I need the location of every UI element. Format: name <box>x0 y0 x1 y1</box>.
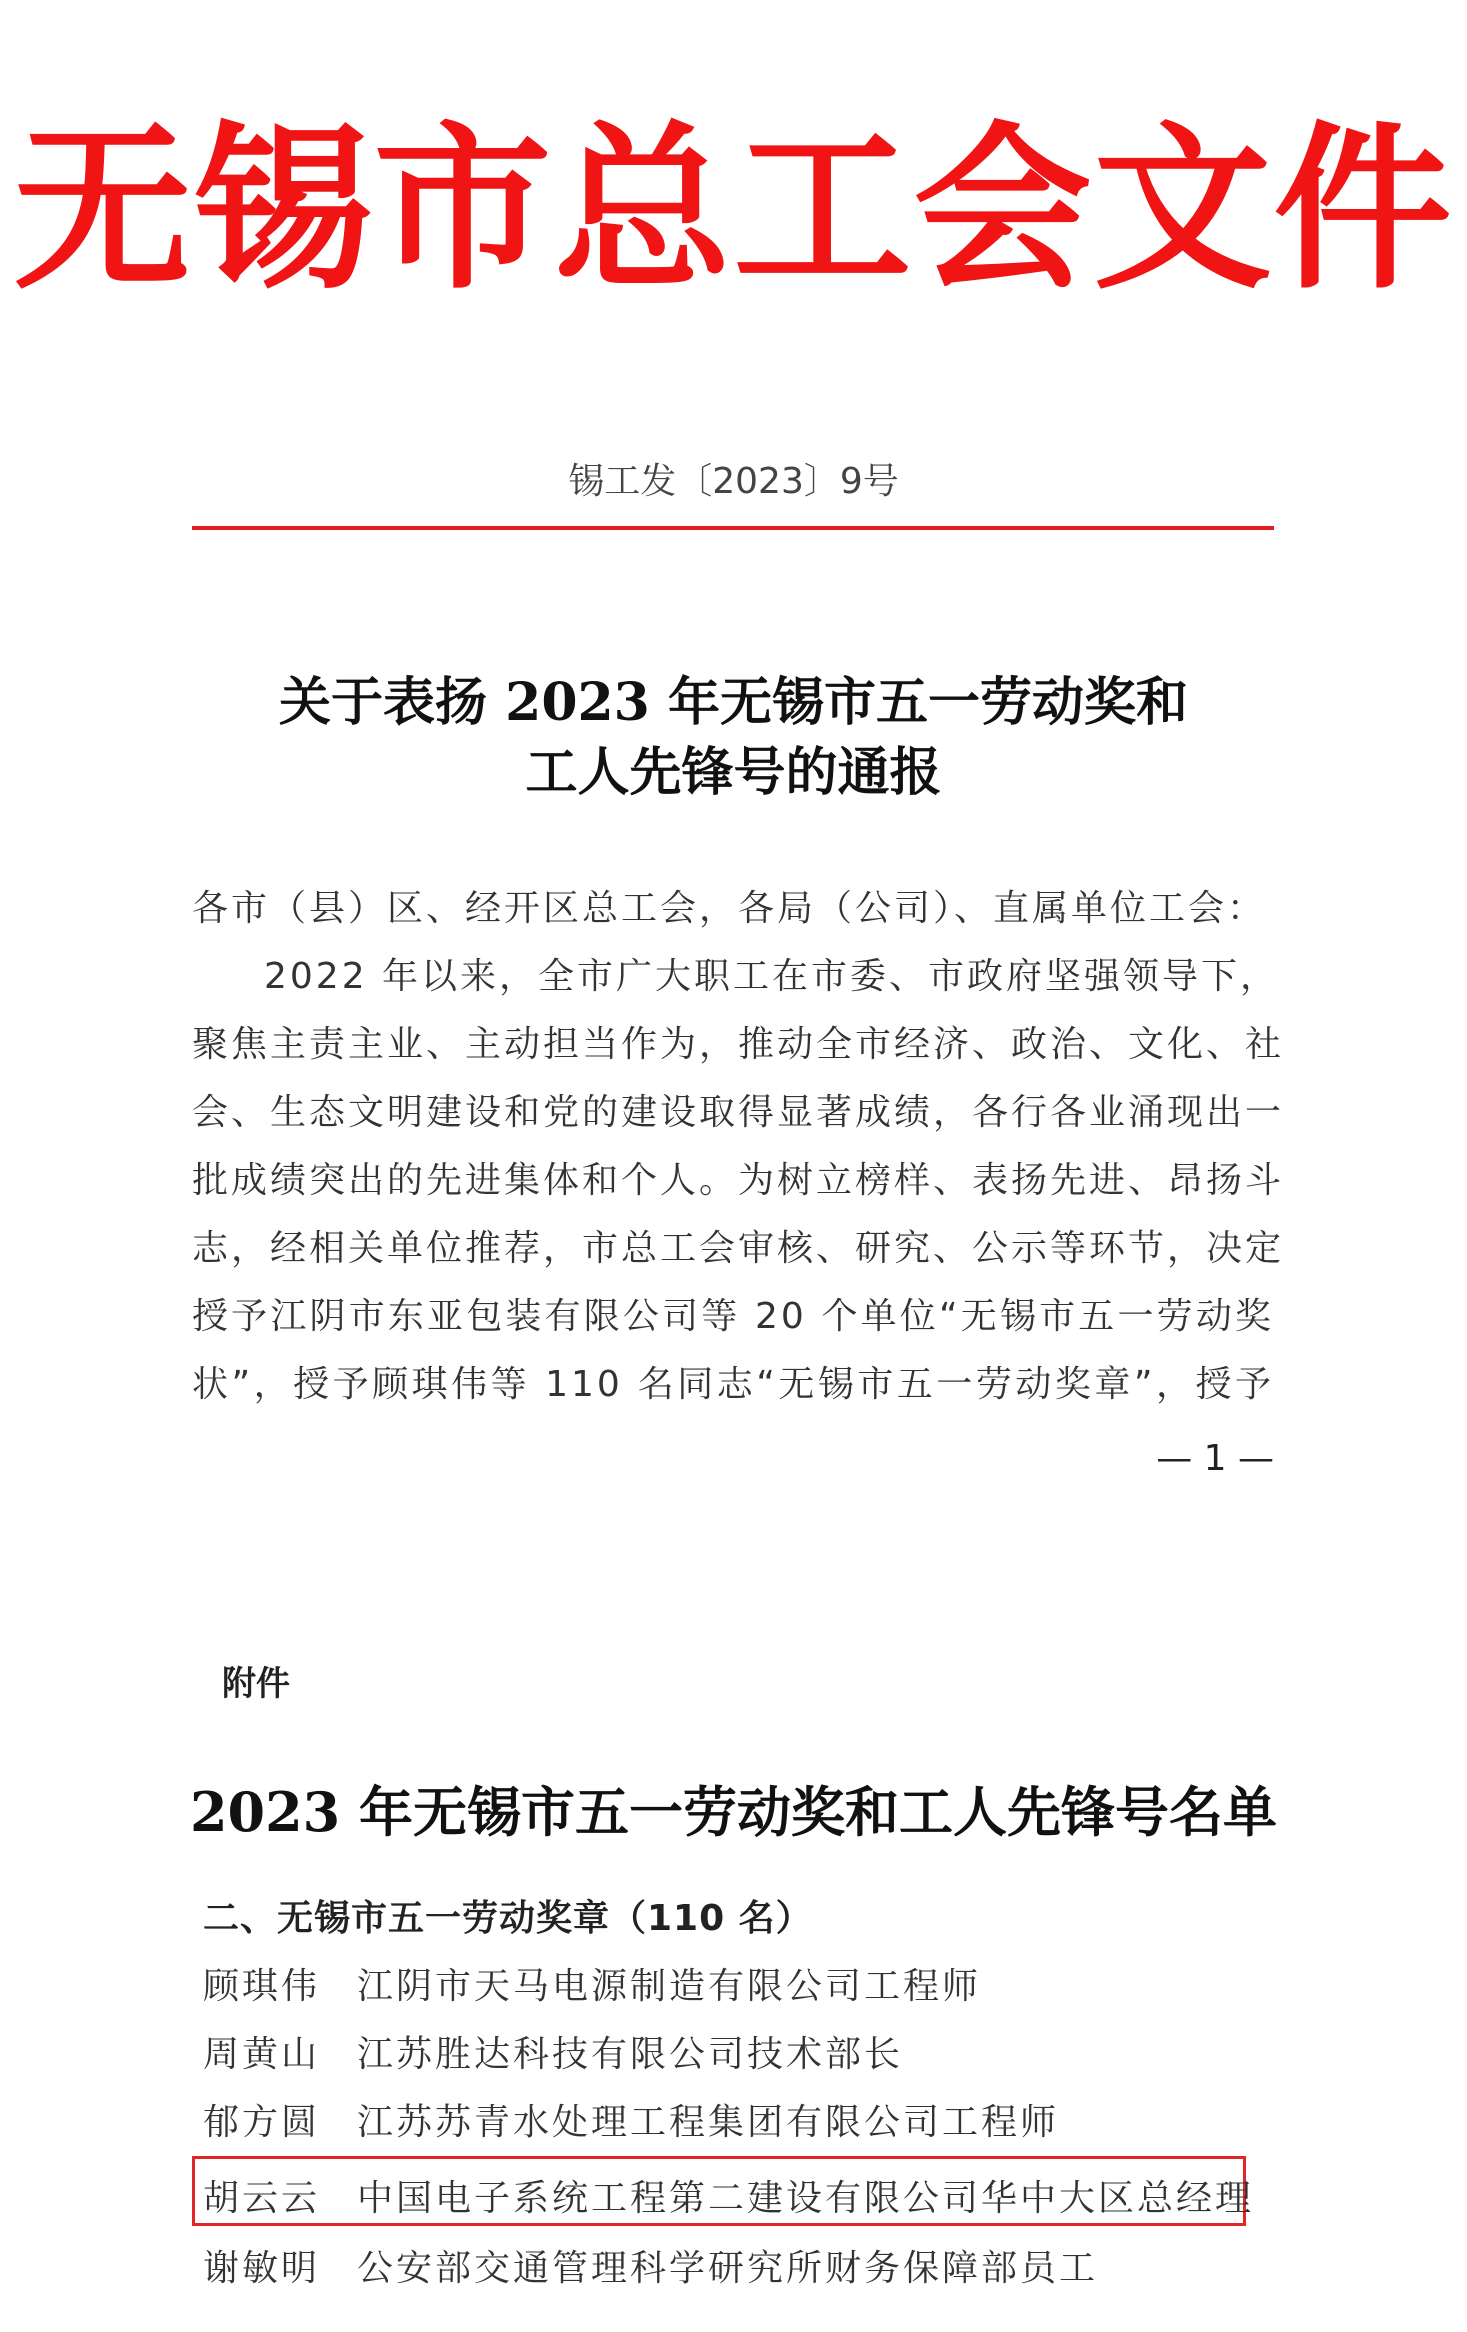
document-header-title: 无锡市总工会文件 <box>13 106 1454 313</box>
salutation: 各市（县）区、经开区总工会，各局（公司）、直属单位工会： <box>192 888 1267 929</box>
notice-title-line-2: 工人先锋号的通报 <box>525 742 942 803</box>
recipient-position: 江阴市天马电源制造有限公司工程师 <box>357 1966 982 2007</box>
page-number: — 1 — <box>1156 1438 1274 1479</box>
header-divider <box>192 526 1274 530</box>
body-paragraph-line: 状”，授予顾琪伟等 110 名同志“无锡市五一劳动奖章”，授予 <box>192 1364 1274 1405</box>
recipient-position: 江苏苏青水处理工程集团有限公司工程师 <box>357 2102 1060 2143</box>
attachment-label: 附件 <box>222 1664 290 1704</box>
recipient-row <box>203 2094 1059 2145</box>
body-paragraph-line: 志，经相关单位推荐，市总工会审核、研究、公示等环节，决定 <box>192 1228 1285 1269</box>
notice-title-line-1: 关于表扬 2023 年无锡市五一劳动奖和 <box>279 672 1188 733</box>
body-paragraph-line: 会、生态文明建设和党的建设取得显著成绩，各行各业涌现出一 <box>192 1092 1285 1133</box>
body-paragraph-line: 聚焦主责主业、主动担当作为，推动全市经济、政治、文化、社 <box>192 1024 1285 1065</box>
recipient-row-highlighted <box>203 2170 1254 2221</box>
document-number: 锡工发〔2023〕9号 <box>568 461 899 502</box>
recipient-name: 谢敏明 <box>203 2248 321 2289</box>
recipient-row <box>203 2026 903 2077</box>
body-paragraph-line: 授予江阴市东亚包装有限公司等 20 个单位“无锡市五一劳动奖 <box>192 1296 1274 1337</box>
recipient-name: 顾琪伟 <box>203 1966 321 2007</box>
recipient-row <box>203 2240 1098 2291</box>
recipient-name: 胡云云 <box>203 2178 321 2219</box>
recipient-position: 江苏胜达科技有限公司技术部长 <box>357 2034 904 2075</box>
recipient-position: 公安部交通管理科学研究所财务保障部员工 <box>357 2248 1099 2289</box>
section-heading: 二、无锡市五一劳动奖章（110 名） <box>203 1898 813 1939</box>
body-paragraph-line: 批成绩突出的先进集体和个人。为树立榜样、表扬先进、昂扬斗 <box>192 1160 1285 1201</box>
body-paragraph-line: 2022 年以来，全市广大职工在市委、市政府坚强领导下， <box>264 956 1280 997</box>
recipient-name: 周黄山 <box>203 2034 321 2075</box>
list-title: 2023 年无锡市五一劳动奖和工人先锋号名单 <box>189 1780 1278 1844</box>
recipient-row <box>203 1958 981 2009</box>
recipient-position: 中国电子系统工程第二建设有限公司华中大区总经理 <box>357 2178 1255 2219</box>
recipient-name: 郁方圆 <box>203 2102 321 2143</box>
